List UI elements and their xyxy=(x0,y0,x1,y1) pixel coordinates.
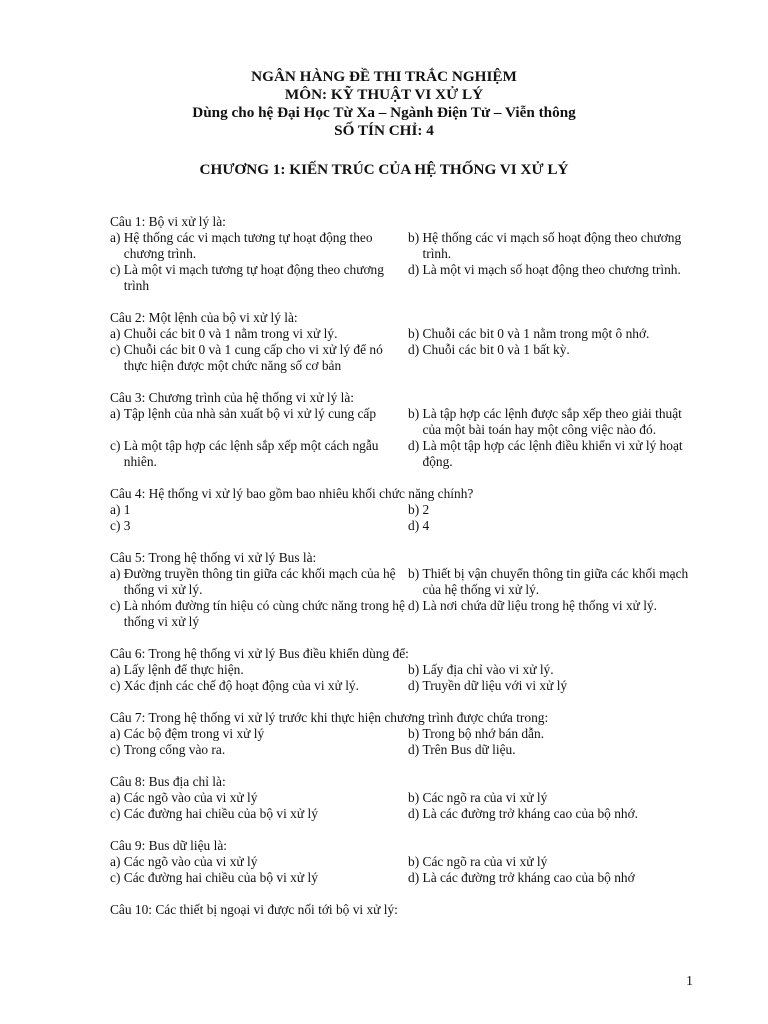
option-letter: c) xyxy=(110,342,124,357)
option-d xyxy=(408,518,700,534)
option-letter: d) xyxy=(408,598,423,613)
option-d xyxy=(408,438,700,470)
question-text: Câu 7: Trong hệ thống vi xử lý trước khi thực hiện chương trình được chứa trong: xyxy=(110,710,549,725)
option-letter: d) xyxy=(408,806,423,821)
question-8 xyxy=(110,774,700,822)
option-text: Chuỗi các bit 0 và 1 cung cấp cho vi xử lý để nó thực hiện được một chức năng số cơ bản xyxy=(123,342,383,373)
option-text: Các ngõ ra của vi xử lý xyxy=(422,790,548,805)
option-letter: b) xyxy=(408,230,423,245)
option-text: Chuỗi các bit 0 và 1 bất kỳ. xyxy=(422,342,570,357)
header-subject: MÔN: KỸ THUẬT VI XỬ LÝ xyxy=(284,86,484,103)
option-c xyxy=(110,262,408,294)
option-a xyxy=(110,406,408,438)
option-text: Các đường hai chiều của bộ vi xử lý xyxy=(123,806,318,821)
question-text: Câu 1: Bộ vi xử lý là: xyxy=(110,214,226,229)
option-letter: c) xyxy=(110,870,124,885)
option-letter: a) xyxy=(110,726,124,741)
options-row xyxy=(110,566,700,598)
options-row xyxy=(110,662,700,678)
options-row xyxy=(110,870,700,886)
option-d xyxy=(408,806,700,822)
option-text: Các đường hai chiều của bộ vi xử lý xyxy=(123,870,318,885)
option-letter: d) xyxy=(408,518,423,533)
option-text: Là một tập hợp các lệnh sắp xếp một cách ngẫu nhiên. xyxy=(123,438,379,469)
option-text: Truyền dữ liệu với vi xử lý xyxy=(422,678,568,693)
option-d xyxy=(408,678,700,694)
option-letter: d) xyxy=(408,742,423,757)
option-b xyxy=(408,854,700,870)
document-header xyxy=(0,68,768,140)
option-text: Hệ thống các vi mạch số hoạt động theo chương trình. xyxy=(422,230,682,261)
option-letter: c) xyxy=(110,262,124,277)
option-text: Thiết bị vận chuyển thông tin giữa các khối mạch của hệ thống vi xử lý. xyxy=(422,566,689,597)
option-letter: c) xyxy=(110,518,124,533)
option-letter: a) xyxy=(110,662,124,677)
options-row xyxy=(110,502,700,518)
option-letter: a) xyxy=(110,566,124,581)
option-b xyxy=(408,566,700,598)
options-row xyxy=(110,406,700,438)
option-text: 2 xyxy=(422,502,430,517)
options-row xyxy=(110,230,700,262)
options-row xyxy=(110,742,700,758)
option-b xyxy=(408,790,700,806)
option-letter: b) xyxy=(408,406,423,421)
option-text: Hệ thống các vi mạch tương tự hoạt động theo chương trình. xyxy=(123,230,373,261)
option-b xyxy=(408,662,700,678)
option-c xyxy=(110,518,408,534)
options-row xyxy=(110,518,700,534)
option-text: Các bộ đệm trong vi xử lý xyxy=(123,726,265,741)
option-a xyxy=(110,230,408,262)
option-letter: d) xyxy=(408,870,423,885)
question-7 xyxy=(110,710,700,758)
options-row xyxy=(110,262,700,294)
option-letter: a) xyxy=(110,230,124,245)
question-4 xyxy=(110,486,700,534)
option-letter: a) xyxy=(110,790,124,805)
question-text: Câu 8: Bus địa chỉ là: xyxy=(110,774,226,789)
header-credits: SỐ TÍN CHỈ: 4 xyxy=(334,122,434,139)
option-d xyxy=(408,742,700,758)
question-text: Câu 4: Hệ thống vi xử lý bao gồm bao nhiêu khối chức năng chính? xyxy=(110,486,474,501)
option-text: Chuỗi các bit 0 và 1 nằm trong một ô nhớ. xyxy=(422,326,650,341)
chapter-title: CHƯƠNG 1: KIẾN TRÚC CỦA HỆ THỐNG VI XỬ LÝ xyxy=(199,161,569,178)
question-text: Câu 2: Một lệnh của bộ vi xử lý là: xyxy=(110,310,298,325)
option-text: 4 xyxy=(422,518,430,533)
option-letter: a) xyxy=(110,326,124,341)
option-d xyxy=(408,262,700,294)
option-text: Là các đường trở kháng cao của bộ nhớ xyxy=(422,870,635,885)
options-row xyxy=(110,342,700,374)
question-9 xyxy=(110,838,700,886)
option-text: 1 xyxy=(123,502,131,517)
option-c xyxy=(110,742,408,758)
option-letter: b) xyxy=(408,662,423,677)
option-letter: c) xyxy=(110,806,124,821)
option-a xyxy=(110,326,408,342)
option-d xyxy=(408,870,700,886)
option-c xyxy=(110,438,408,470)
question-1 xyxy=(110,214,700,294)
option-text: Tập lệnh của nhà sản xuất bộ vi xử lý cung cấp xyxy=(123,406,377,421)
option-b xyxy=(408,726,700,742)
option-letter: c) xyxy=(110,598,124,613)
question-10-text: Câu 10: Các thiết bị ngoại vi được nối tới bộ vi xử lý: xyxy=(110,902,398,917)
option-text: Là tập hợp các lệnh được sắp xếp theo giải thuật của một bài toán hay một công việc nào đó. xyxy=(422,406,682,437)
option-b xyxy=(408,406,700,438)
option-text: Các ngõ ra của vi xử lý xyxy=(422,854,548,869)
option-a xyxy=(110,790,408,806)
options-row xyxy=(110,806,700,822)
question-text: Câu 6: Trong hệ thống vi xử lý Bus điều khiển dùng để: xyxy=(110,646,409,661)
question-list xyxy=(110,214,700,918)
option-b xyxy=(408,230,700,262)
options-row xyxy=(110,726,700,742)
option-text: Là nơi chứa dữ liệu trong hệ thống vi xử lý. xyxy=(422,598,658,613)
options-row xyxy=(110,598,700,630)
options-row xyxy=(110,326,700,342)
option-letter: c) xyxy=(110,438,124,453)
option-letter: b) xyxy=(408,790,423,805)
option-c xyxy=(110,598,408,630)
option-a xyxy=(110,854,408,870)
option-c xyxy=(110,806,408,822)
options-row xyxy=(110,678,700,694)
option-letter: b) xyxy=(408,566,423,581)
option-text: Các ngõ vào của vi xử lý xyxy=(123,854,258,869)
option-c xyxy=(110,678,408,694)
option-text: Các ngõ vào của vi xử lý xyxy=(123,790,258,805)
option-text: Trên Bus dữ liệu. xyxy=(422,742,516,757)
question-text: Câu 5: Trong hệ thống vi xử lý Bus là: xyxy=(110,550,317,565)
option-text: Trong cổng vào ra. xyxy=(123,742,226,757)
option-letter: b) xyxy=(408,326,423,341)
option-letter: a) xyxy=(110,406,124,421)
options-row xyxy=(110,438,700,470)
option-text: Là nhóm đường tín hiệu có cùng chức năng trong hệ thống vi xử lý xyxy=(123,598,405,629)
header-title: NGÂN HÀNG ĐỀ THI TRẮC NGHIỆM xyxy=(251,68,517,85)
option-text: Lấy lệnh để thực hiện. xyxy=(123,662,244,677)
option-letter: d) xyxy=(408,262,423,277)
option-text: Xác định các chế độ hoạt động của vi xử lý. xyxy=(123,678,359,693)
option-letter: c) xyxy=(110,742,124,757)
header-audience: Dùng cho hệ Đại Học Từ Xa – Ngành Điện Tử – Viễn thông xyxy=(192,104,576,121)
option-d xyxy=(408,342,700,374)
options-row xyxy=(110,854,700,870)
option-letter: a) xyxy=(110,854,124,869)
option-letter: a) xyxy=(110,502,124,517)
question-text: Câu 9: Bus dữ liệu là: xyxy=(110,838,227,853)
option-c xyxy=(110,342,408,374)
option-letter: b) xyxy=(408,502,423,517)
option-text: Trong bộ nhớ bán dẫn. xyxy=(422,726,545,741)
option-b xyxy=(408,326,700,342)
question-2 xyxy=(110,310,700,374)
option-a xyxy=(110,502,408,518)
option-letter: d) xyxy=(408,438,423,453)
option-text: Là các đường trở kháng cao của bộ nhớ. xyxy=(422,806,639,821)
option-text: 3 xyxy=(123,518,131,533)
option-text: Đường truyền thông tin giữa các khối mạch của hệ thống vi xử lý. xyxy=(123,566,396,597)
option-text: Là một vi mạch tương tự hoạt động theo chương trình xyxy=(123,262,384,293)
question-text: Câu 3: Chương trình của hệ thống vi xử lý là: xyxy=(110,390,354,405)
option-text: Chuỗi các bit 0 và 1 nằm trong vi xử lý. xyxy=(123,326,338,341)
option-letter: d) xyxy=(408,678,423,693)
option-a xyxy=(110,662,408,678)
option-d xyxy=(408,598,700,630)
option-text: Là một vi mạch số hoạt động theo chương trình. xyxy=(422,262,681,277)
question-3 xyxy=(110,390,700,470)
option-letter: d) xyxy=(408,342,423,357)
option-letter: b) xyxy=(408,726,423,741)
option-a xyxy=(110,566,408,598)
option-b xyxy=(408,502,700,518)
option-c xyxy=(110,870,408,886)
option-letter: b) xyxy=(408,854,423,869)
page-number: 1 xyxy=(686,974,693,989)
option-letter: c) xyxy=(110,678,124,693)
option-a xyxy=(110,726,408,742)
question-6 xyxy=(110,646,700,694)
question-5 xyxy=(110,550,700,630)
option-text: Là một tập hợp các lệnh điều khiển vi xử lý hoạt động. xyxy=(422,438,683,469)
option-text: Lấy địa chỉ vào vi xử lý. xyxy=(422,662,554,677)
options-row xyxy=(110,790,700,806)
